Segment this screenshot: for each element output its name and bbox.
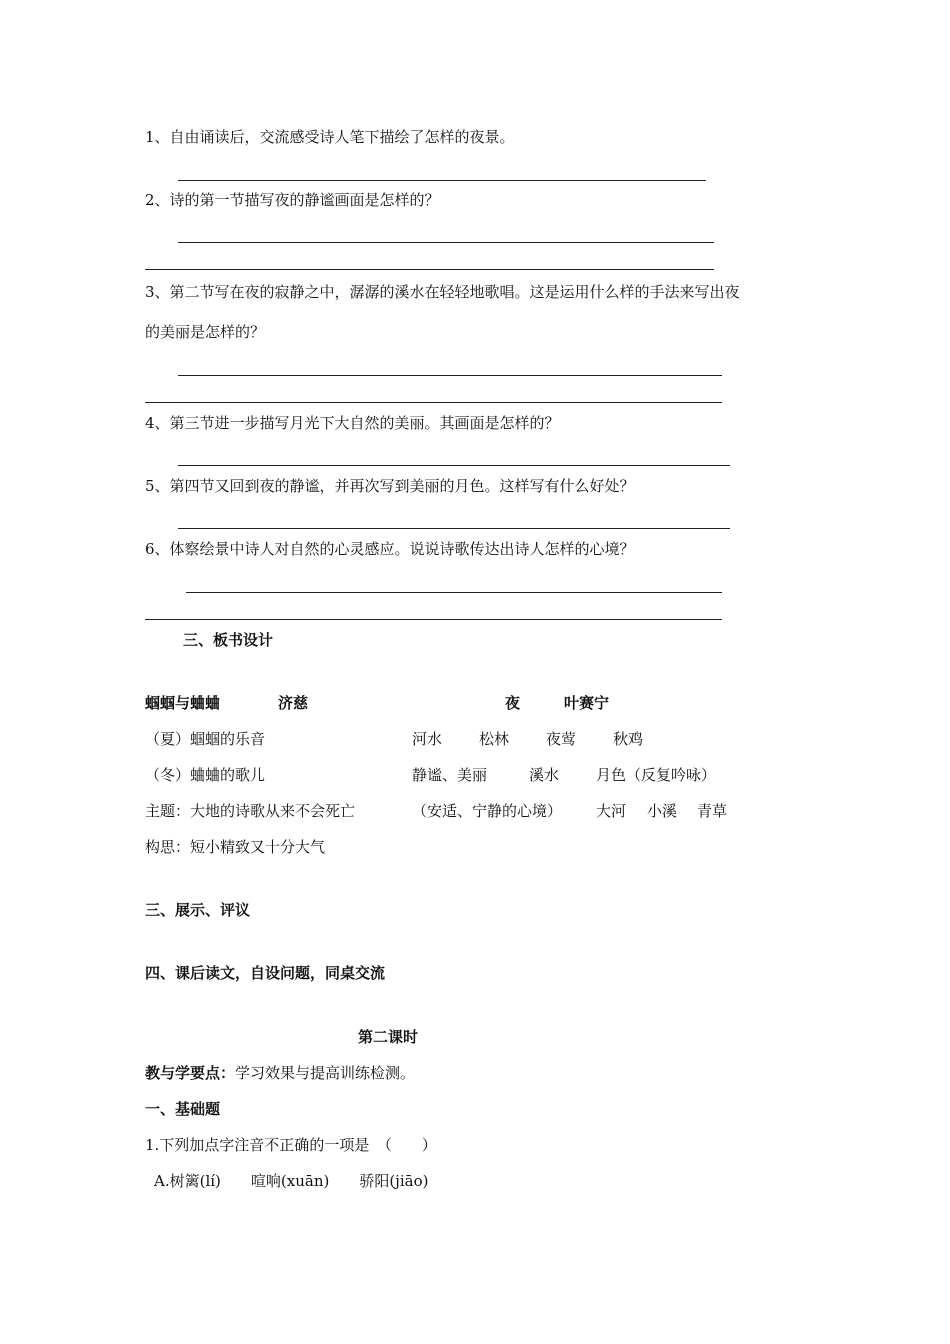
lesson-2-title: 第二课时: [358, 1028, 419, 1046]
board-design-heading: 三、板书设计: [183, 631, 274, 649]
right-board-item: 静谧、美丽: [412, 766, 488, 784]
right-board-author: 叶赛宁: [564, 694, 610, 712]
left-board-line: （夏）蝈蝈的乐音: [145, 730, 266, 748]
answer-line: [178, 242, 714, 243]
left-board-title: 蝈蝈与蛐蛐: [145, 694, 221, 712]
right-board-item: 夜莺: [546, 730, 577, 748]
answer-line: [178, 180, 706, 181]
right-board-title: 夜: [505, 694, 521, 712]
question-6: 6、体察绘景中诗人对自然的心灵感应。说说诗歌传达出诗人怎样的心境？: [145, 540, 635, 558]
left-board-line: 构思：短小精致又十分大气: [145, 838, 326, 856]
right-board-item: （安适、宁静的心境）: [412, 802, 563, 820]
answer-line: [178, 528, 730, 529]
right-board-item: 青草: [697, 802, 728, 820]
answer-line: [145, 269, 714, 270]
right-board-item: 大河: [596, 802, 627, 820]
question-3: 3、第二节写在夜的寂静之中，潺潺的溪水在轻轻地歌唱。这是运用什么样的手法来写出夜: [145, 283, 740, 301]
question-basic-1: 1.下列加点字注音不正确的一项是 （ ）: [145, 1136, 437, 1154]
answer-line: [178, 375, 722, 376]
left-board-line: 主题：大地的诗歌从来不会死亡: [145, 802, 356, 820]
right-board-item: 河水: [412, 730, 443, 748]
key-points-text: 学习效果与提高训练检测。: [235, 1064, 416, 1082]
answer-line: [178, 465, 730, 466]
question-4: 4、第三节进一步描写月光下大自然的美丽。其画面是怎样的？: [145, 414, 560, 432]
question-1: 1、自由诵读后，交流感受诗人笔下描绘了怎样的夜景。: [145, 128, 515, 146]
key-points: [145, 1063, 415, 1083]
question-3-cont: 的美丽是怎样的？: [145, 323, 266, 341]
section-heading-after: 四、课后读文，自设问题，同桌交流: [145, 964, 386, 982]
question-2: 2、诗的第一节描写夜的静谧画面是怎样的？: [145, 191, 440, 209]
right-board-item: 月色（反复吟咏）: [596, 766, 717, 784]
left-board-author: 济慈: [278, 694, 309, 712]
section-heading-show: 三、展示、评议: [145, 901, 251, 919]
answer-line: [145, 402, 722, 403]
right-board-item: 小溪: [647, 802, 678, 820]
right-board-item: 溪水: [529, 766, 560, 784]
key-points-label: 教与学要点：: [145, 1064, 236, 1082]
left-board-line: （冬）蛐蛐的歌儿: [145, 766, 266, 784]
right-board-item: 秋鸡: [613, 730, 644, 748]
answer-line: [145, 619, 722, 620]
right-board-item: 松林: [479, 730, 510, 748]
basic-heading: 一、基础题: [145, 1100, 221, 1118]
question-5: 5、第四节又回到夜的静谧，并再次写到美丽的月色。这样写有什么好处？: [145, 477, 635, 495]
option-a: A.树篱(lí) 喧响(xuān) 骄阳(jiāo): [154, 1172, 429, 1190]
answer-line: [186, 592, 722, 593]
